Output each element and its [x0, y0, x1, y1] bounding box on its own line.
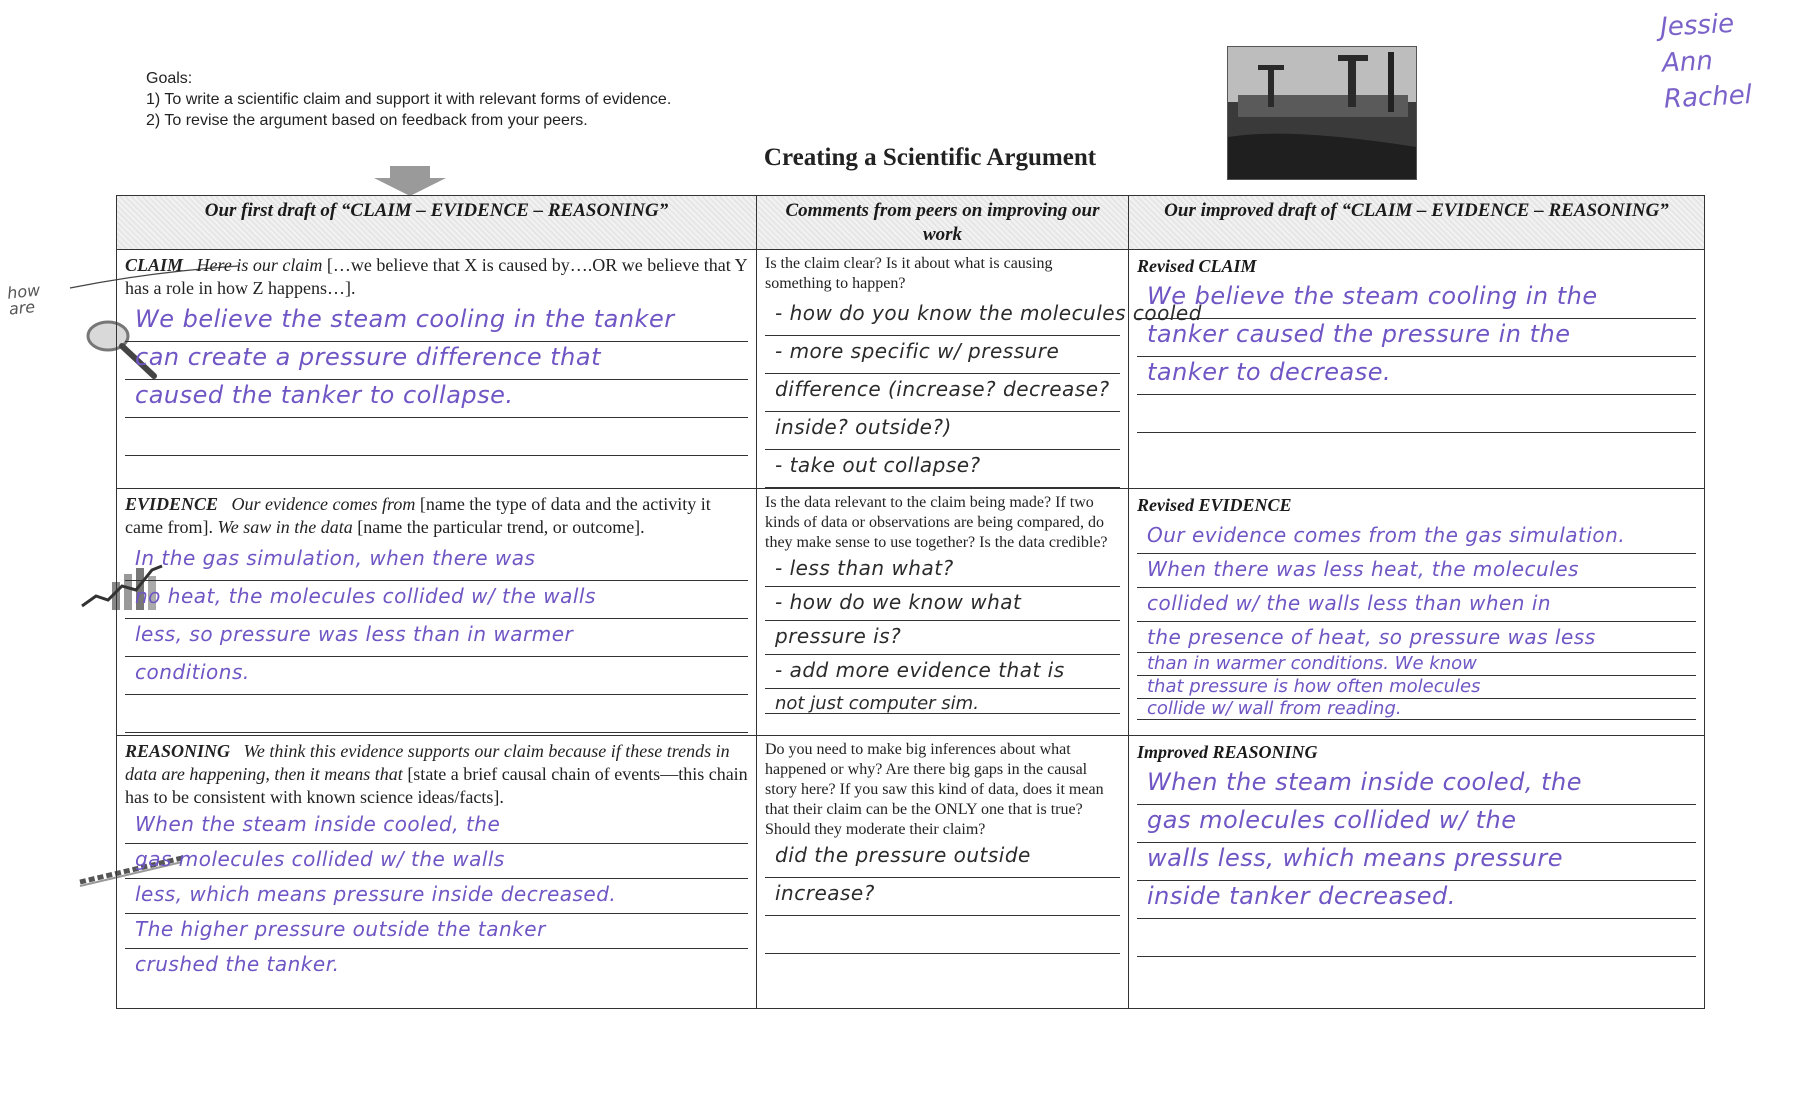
claim-prompt: CLAIM Here is our claim […we believe that X is caused by….OR we believe that Y has a role in how Z happens…]. [125, 255, 747, 298]
evidence-peer-prompt: Is the data relevant to the claim being made? If two kinds of data or observations are being compared, do they make sense to use together? Is the data credible? [765, 494, 1108, 551]
header-improved-draft: Our improved draft of “CLAIM – EVIDENCE – REASONING” [1129, 196, 1705, 250]
writing-line[interactable]: When the steam inside cooled, the [125, 809, 748, 844]
writing-line[interactable] [765, 916, 1120, 954]
reasoning-revised-cell [1129, 736, 1705, 1009]
argument-table [116, 195, 1705, 1009]
tanker-photo [1227, 46, 1417, 180]
writing-line[interactable]: less, so pressure was less than in warmer [125, 619, 748, 657]
goal-item: 2) To revise the argument based on feedback from your peers. [146, 112, 588, 129]
evidence-draft-lines [125, 543, 748, 733]
improved-reasoning-label: Improved REASONING [1137, 742, 1318, 762]
writing-line[interactable]: inside? outside?) [765, 412, 1120, 450]
writing-line[interactable] [1137, 395, 1696, 433]
writing-line[interactable]: In the gas simulation, when there was [125, 543, 748, 581]
evidence-revised-lines [1137, 520, 1696, 720]
writing-line[interactable]: than in warmer conditions. We know [1137, 653, 1696, 676]
writing-line[interactable]: When there was less heat, the molecules [1137, 554, 1696, 588]
writing-line[interactable]: less, which means pressure inside decreased. [125, 879, 748, 914]
writing-line[interactable]: walls less, which means pressure [1137, 843, 1696, 881]
page-title: Creating a Scientific Argument [763, 144, 1097, 171]
margin-note: how are [6, 280, 42, 319]
goals-heading: Goals: [146, 70, 193, 87]
writing-line[interactable] [125, 695, 748, 733]
writing-line[interactable]: - how do we know what [765, 587, 1120, 621]
writing-line[interactable]: difference (increase? decrease? [765, 374, 1120, 412]
evidence-peer-lines [765, 553, 1120, 714]
writing-line[interactable]: - less than what? [765, 553, 1120, 587]
reasoning-peer-cell [757, 736, 1129, 1009]
revised-claim-label: Revised CLAIM [1137, 256, 1257, 276]
header-first-draft: Our first draft of “CLAIM – EVIDENCE – REASONING” [117, 196, 757, 250]
evidence-prompt: EVIDENCE Our evidence comes from [name the type of data and the activity it came from]. We saw in the data [name the particular trend, or outcome]. [125, 494, 711, 537]
student-name: Jessie [1659, 8, 1735, 43]
writing-line[interactable]: crushed the tanker. [135, 952, 340, 976]
writing-line[interactable]: not just computer sim. [765, 689, 1120, 714]
writing-line[interactable]: caused the tanker to collapse. [125, 380, 748, 418]
writing-line[interactable]: The higher pressure outside the tanker [125, 914, 748, 949]
claim-label: CLAIM [125, 255, 184, 275]
writing-line[interactable]: - take out collapse? [765, 450, 1120, 488]
writing-line[interactable]: Our evidence comes from the gas simulation. [1137, 520, 1696, 554]
writing-line[interactable]: - add more evidence that is [765, 655, 1120, 689]
writing-line[interactable]: pressure is? [765, 621, 1120, 655]
evidence-revised-cell [1129, 489, 1705, 736]
writing-line[interactable]: gas molecules collided w/ the [1137, 805, 1696, 843]
writing-line[interactable]: tanker caused the pressure in the [1137, 319, 1696, 357]
student-name: Rachel [1663, 80, 1753, 115]
writing-line[interactable]: We believe the steam cooling in the [1137, 281, 1696, 319]
writing-line[interactable]: that pressure is how often molecules [1137, 676, 1696, 699]
writing-line[interactable]: the presence of heat, so pressure was less [1137, 622, 1696, 653]
student-name: Ann [1661, 46, 1714, 79]
reasoning-label: REASONING [125, 741, 231, 761]
goal-item: 1) To write a scientific claim and support it with relevant forms of evidence. [146, 91, 672, 108]
writing-line[interactable]: tanker to decrease. [1137, 357, 1696, 395]
reasoning-draft-cell [117, 736, 757, 1009]
reasoning-peer-lines [765, 840, 1120, 954]
claim-draft-lines [125, 304, 748, 456]
evidence-peer-cell [757, 489, 1129, 736]
writing-line[interactable]: We believe the steam cooling in the tanker [125, 304, 748, 342]
writing-line[interactable]: - more specific w/ pressure [765, 336, 1120, 374]
writing-line[interactable]: can create a pressure difference that [125, 342, 748, 380]
claim-peer-prompt: Is the claim clear? Is it about what is causing something to happen? [765, 255, 1053, 292]
writing-line[interactable] [125, 418, 748, 456]
header-peer-comments: Comments from peers on improving our work [757, 196, 1129, 250]
writing-line[interactable]: - how do you know the molecules cooled [765, 298, 1120, 336]
writing-line[interactable]: gas molecules collided w/ the walls [125, 844, 748, 879]
goals-block [146, 68, 671, 131]
writing-line[interactable]: When the steam inside cooled, the [1137, 767, 1696, 805]
evidence-label: EVIDENCE [125, 494, 219, 514]
evidence-draft-cell [117, 489, 757, 736]
writing-line[interactable]: conditions. [125, 657, 748, 695]
down-arrow-icon [368, 166, 452, 196]
writing-line[interactable]: inside tanker decreased. [1137, 881, 1696, 919]
writing-line[interactable]: did the pressure outside [765, 840, 1120, 878]
writing-line[interactable] [1137, 919, 1696, 957]
writing-line[interactable]: no heat, the molecules collided w/ the walls [125, 581, 748, 619]
claim-draft-cell [117, 250, 757, 489]
reasoning-revised-lines [1137, 767, 1696, 957]
reasoning-prompt: REASONING We think this evidence supports our claim because if these trends in data are happening, then it means that [state a brief causal chain of events—this chain has to be consistent with known science ideas/facts]. [125, 741, 748, 807]
reasoning-draft-lines [125, 809, 748, 975]
student-names [1659, 2, 1804, 117]
reasoning-peer-prompt: Do you need to make big inferences about what happened or why? Are there big gaps in the causal story here? If you saw this kind of data, does it mean that their claim can be the ONLY one that is true? Should they moderate their claim? [765, 741, 1104, 838]
writing-line[interactable]: collided w/ the walls less than when in [1137, 588, 1696, 622]
claim-revised-lines [1137, 281, 1696, 433]
writing-line[interactable]: collide w/ wall from reading. [1137, 699, 1696, 720]
claim-peer-lines [765, 298, 1202, 488]
writing-line[interactable]: increase? [765, 878, 1120, 916]
claim-revised-cell [1129, 250, 1705, 489]
revised-evidence-label: Revised EVIDENCE [1137, 495, 1292, 515]
